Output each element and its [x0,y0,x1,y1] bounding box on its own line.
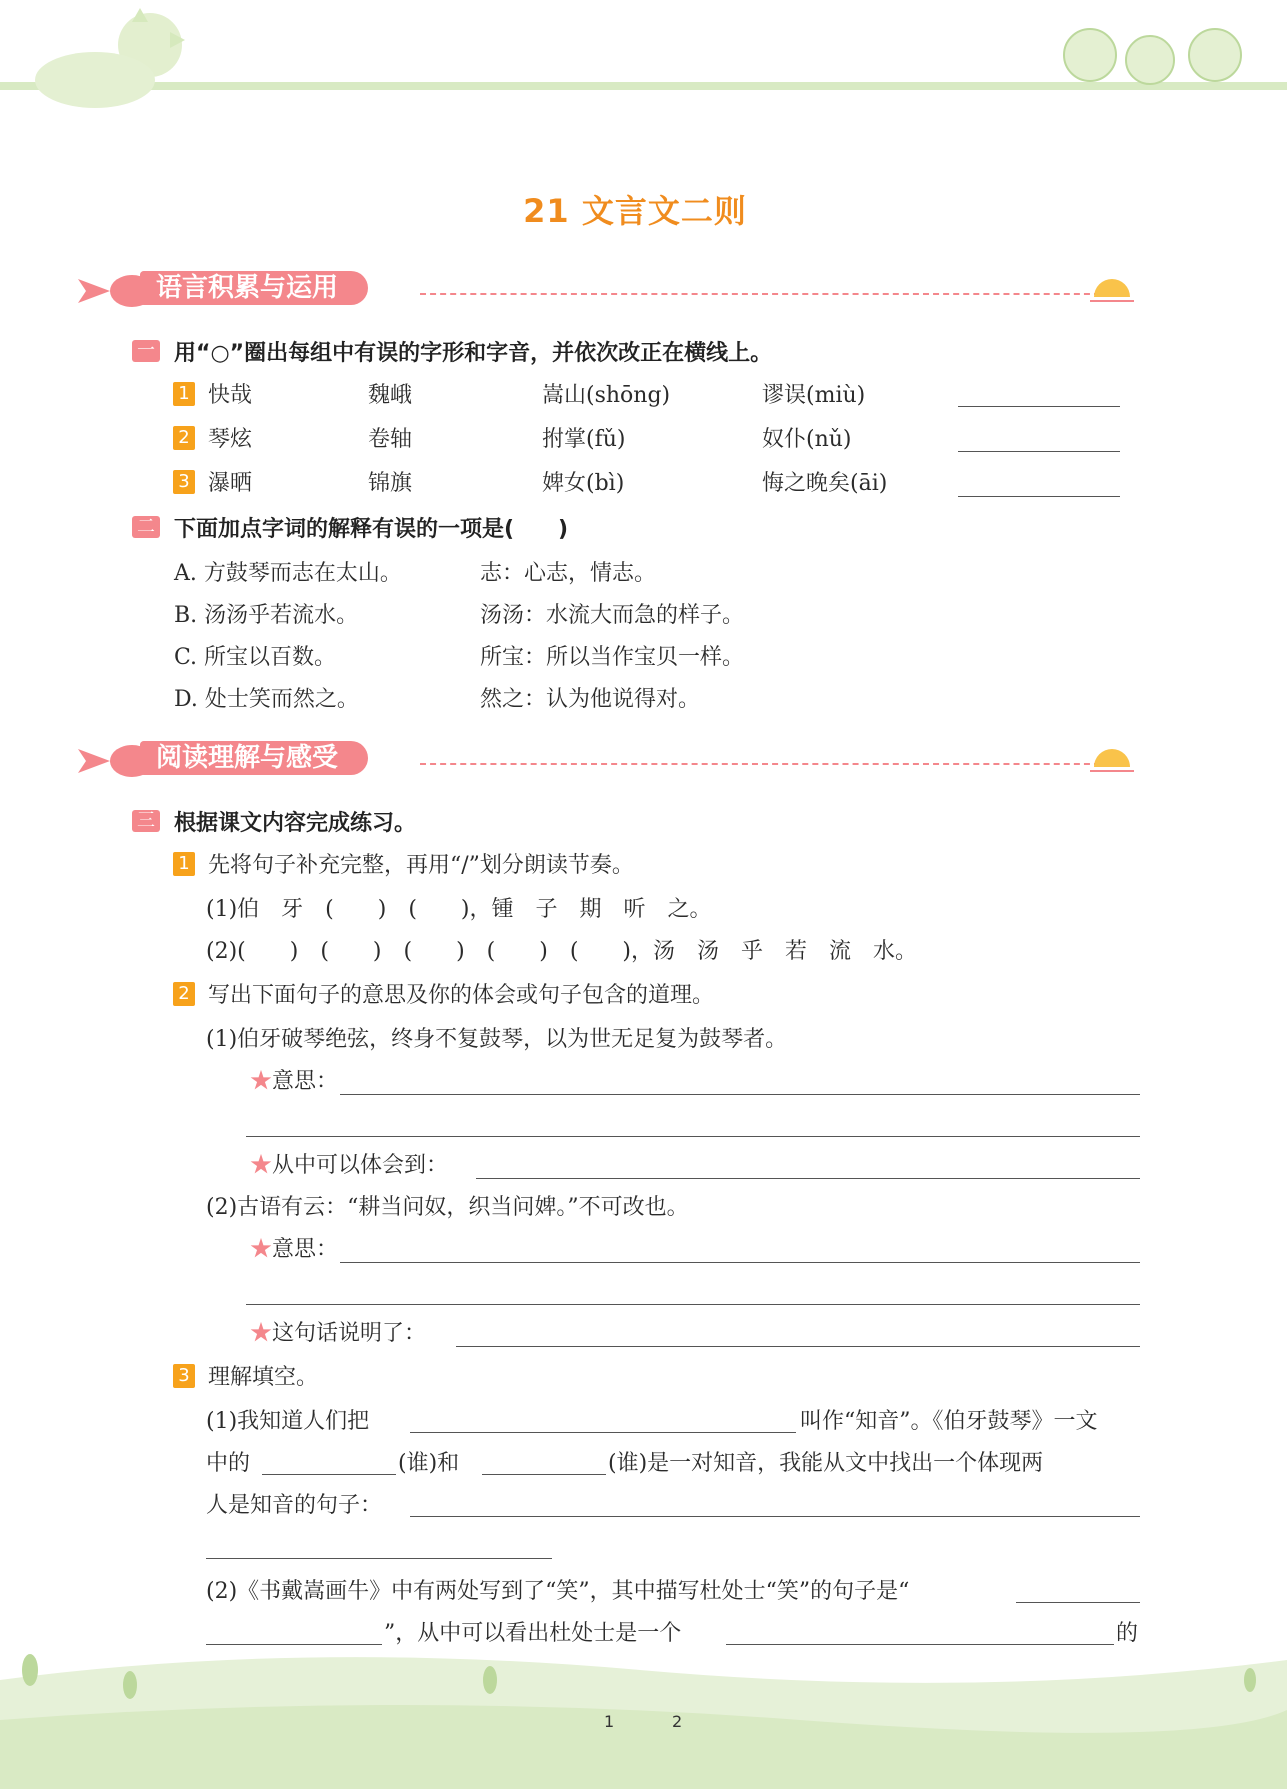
item-number: 1 [173,852,195,876]
answer-line[interactable] [246,1304,1140,1305]
word: 魏峨 [368,383,413,408]
fill-text: (2)《书戴嵩画牛》中有两处写到了“笑”，其中描写杜处士“笑”的句子是“ [206,1579,910,1604]
option-d: D. 处士笑而然之。 [174,687,359,712]
item-number: 2 [173,982,195,1006]
fill-text: 中的 [206,1451,251,1476]
answer-blank[interactable] [262,1474,396,1475]
star-icon: ★ [250,1153,273,1178]
item-number: 1 [173,382,195,406]
answer-blank[interactable] [482,1474,606,1475]
star-icon: ★ [250,1321,273,1346]
answer-blank[interactable] [410,1432,796,1433]
option-c: C. 所宝以百数。 [174,645,337,670]
star-icon: ★ [250,1069,273,1094]
page-number-right: 2 [672,1712,683,1731]
fill-text: 人是知音的句子： [206,1493,383,1518]
word: 瀑晒 [208,471,253,496]
footer-landscape [0,1640,1287,1789]
question-3-text: 根据课文内容完成练习。 [174,811,417,836]
word: 婢女(bì) [542,471,625,496]
meaning-label: ★意思： [250,1237,339,1262]
meaning-label: ★意思： [250,1069,339,1094]
sunset-icon [1090,275,1134,305]
subquestion-3-text: 理解填空。 [208,1365,319,1390]
section-title-2: 阅读理解与感受 [140,741,368,775]
answer-blank[interactable] [958,496,1120,497]
word: 拊掌(fǔ) [542,427,626,452]
answer-line[interactable] [476,1178,1140,1179]
answer-line[interactable] [246,1136,1140,1137]
item-number: 3 [173,1364,195,1388]
item-number: 2 [173,426,195,450]
answer-blank[interactable] [958,406,1120,407]
word: 琴炫 [208,427,253,452]
fill-text: (谁)和 [398,1451,460,1476]
answer-line[interactable] [456,1346,1140,1347]
section-title-1: 语言积累与运用 [140,271,368,305]
option-a-explain: 志：心志，情志。 [480,561,657,586]
sun-cloud-icon [35,8,185,108]
fill-text: (1)我知道人们把 [206,1409,370,1434]
word: 嵩山(shōng) [542,383,671,408]
word: 悔之晚矣(āi) [762,471,888,496]
subquestion-2-text: 写出下面句子的意思及你的体会或句子包含的道理。 [208,983,715,1008]
page-number-left: 1 [604,1712,615,1731]
question-2-text: 下面加点字词的解释有误的一项是( ) [174,517,569,542]
subquestion-1-text: 先将句子补充完整，再用“/”划分朗读节奏。 [208,853,634,878]
option-d-explain: 然之：认为他说得对。 [480,687,701,712]
answer-line[interactable] [340,1094,1140,1095]
option-b: B. 汤汤乎若流水。 [174,603,359,628]
item-number: 3 [173,470,195,494]
animal-faces-icon [1064,29,1241,84]
word: 锦旗 [368,471,413,496]
word: 快哉 [208,383,253,408]
sentence-1: (1)伯 牙 ( ) ( )，锺 子 期 听 之。 [206,897,712,922]
page-title: 21 文言文二则 [523,192,747,230]
fill-text: 叫作“知音”。《伯牙鼓琴》一文 [800,1409,1098,1434]
question-tag-1: 一 [132,340,160,362]
fill-text: ”，从中可以看出杜处士是一个 [384,1621,682,1646]
question-1-text: 用“○”圈出每组中有误的字形和字音，并依次改正在横线上。 [174,341,773,366]
quote-1: (1)伯牙破琴绝弦，终身不复鼓琴，以为世无足复为鼓琴者。 [206,1027,788,1052]
explain-label: ★这句话说明了： [250,1321,427,1346]
sentence-2: (2)( ) ( ) ( ) ( ) ( )，汤 汤 乎 若 流 水。 [206,939,917,964]
header-decoration [0,0,1287,110]
answer-blank[interactable] [206,1558,552,1559]
question-tag-3: 三 [132,810,160,832]
answer-line[interactable] [340,1262,1140,1263]
star-icon: ★ [250,1237,273,1262]
section-banner-2 [70,735,1170,781]
option-b-explain: 汤汤：水流大而急的样子。 [480,603,745,628]
question-tag-2: 二 [132,516,160,538]
word: 谬误(miù) [762,383,866,408]
learn-label: ★从中可以体会到： [250,1153,449,1178]
fill-text: 的 [1116,1621,1139,1646]
quote-2: (2)古语有云：“耕当问奴，织当问婢。”不可改也。 [206,1195,689,1220]
word: 奴仆(nǔ) [762,427,852,452]
answer-blank[interactable] [1016,1602,1140,1603]
sunset-icon [1090,745,1134,775]
fill-text: (谁)是一对知音，我能从文中找出一个体现两 [608,1451,1044,1476]
option-a: A. 方鼓琴而志在太山。 [174,561,402,586]
whale-icon [70,265,150,311]
option-c-explain: 所宝：所以当作宝贝一样。 [480,645,745,670]
whale-icon [70,735,150,781]
section-banner-1 [70,265,1170,311]
answer-blank[interactable] [410,1516,1140,1517]
word: 卷轴 [368,427,413,452]
answer-blank[interactable] [958,451,1120,452]
